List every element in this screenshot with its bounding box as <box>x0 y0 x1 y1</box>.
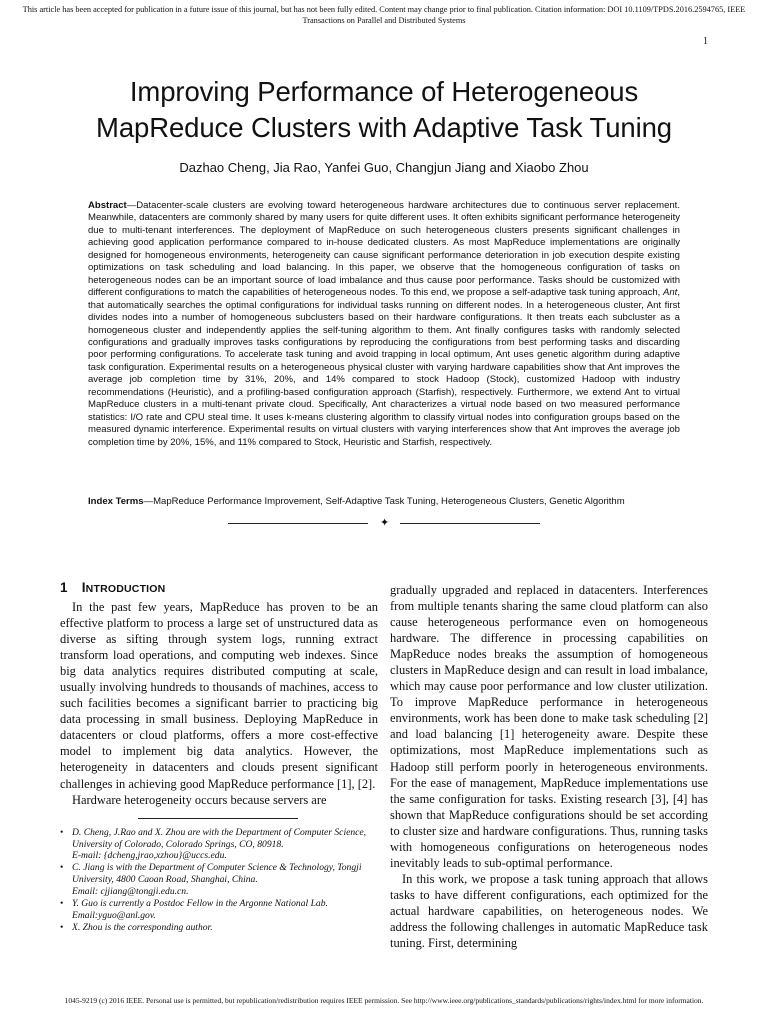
journal-notice <box>0 4 768 26</box>
section-number: 1 <box>60 580 68 595</box>
section-divider <box>228 518 540 530</box>
footnote-bullet-icon: • <box>60 921 64 933</box>
divider-line-left <box>228 523 368 524</box>
abstract <box>88 200 680 449</box>
abstract-label: Abstract <box>88 200 127 211</box>
footnote-bullet-icon: • <box>60 862 64 874</box>
notice-line-1: This article has been accepted for publication in a future issue of this journal, but has not been fully edited. Content may change prior to final publication. Citation information: DOI 10.1109/TPDS.2016.2594765, IEEE <box>22 5 746 14</box>
intro-paragraph-2-continued: gradually upgraded and replaced in datacenters. Interferences from multiple tenants sharing the same cloud platform can also cause heterogeneous performance even on homogeneous hardware. The difference in processing capabilities on MapReduce nodes breaks the assumption of homogeneous clusters in MapReduce design and can result in load imbalance, which may cause poor performance and low cluster utilization. To improve MapReduce performance in heterogeneous environments, work has been done to make task scheduling [2] and load balancing [1] heterogeneity aware. Despite these optimizations, most MapReduce implementations such as Hadoop still perform poorly in heterogeneous environments. For the ease of management, MapReduce implementations use the same configuration for tasks. Existing research [3], [4] has shown that MapReduce configurations should be set according to cluster size and hardware configurations. Thus, running tasks with homogeneous configurations on heterogeneous nodes inevitably leads to sub-optimal performance. <box>390 583 708 870</box>
abstract-text-2: , that automatically searches the optimal configurations for individual tasks running on different nodes. In a heterogeneous cluster, Ant first divides nodes into a number of homogeneous subclusters based on their hardware configurations. It then treats each subcluster as a homogeneous cluster and independently applies the self-tuning algorithm to them. Ant finally configures tasks with randomly selected configurations and gradually improves tasks configurations by reproducing the configurations from best performing tasks and discarding poor performing configurations. To accelerate task tuning and avoid trapping in local optimum, Ant uses genetic algorithm during adaptive task configuration. Experimental results on a heterogeneous physical cluster with varying hardware capabilities show that Ant improves the average job completion time by 31%, 20%, and 14% compared to stock Hadoop (Stock), customized Hadoop with industry recommendations (Heuristic), and a profiling-based configuration approach (Starfish), respectively. Furthermore, we extend Ant to virtual MapReduce clusters in a multi-tenant private cloud. Specifically, Ant characterizes a virtual node based on two measured performance statistics: I/O rate and CPU steal time. It uses k-means clustering algorithm to classify virtual nodes into configuration groups based on the measured dynamic interference. Experimental results on virtual clusters with varying interferences show that Ant improves the average job completion time by 20%, 15%, and 11% compared to Stock, Heuristic and Starfish, respectively. <box>88 287 680 448</box>
title-line-1: Improving Performance of Heterogeneous <box>129 76 639 107</box>
footnote-4: • X. Zhou is the corresponding author. <box>60 921 213 933</box>
divider-line-right <box>400 523 540 524</box>
section-heading-first-letter: I <box>81 580 86 595</box>
index-terms <box>88 496 680 508</box>
footnote-2: • C. Jiang is with the Department of Computer Science & Technology, Tongji University, 4800 Caoan Road, Shanghai, China. Email: cjjiang@tongji.edu.cn. <box>60 862 362 898</box>
footnote-3: • Y. Guo is currently a Postdoc Fellow in the Argonne National Lab. Email:yguo@anl.gov. <box>60 898 328 921</box>
divider-diamond-icon: ✦ <box>380 517 390 529</box>
abstract-ant: Ant <box>663 287 678 299</box>
footnote-bullet-icon: • <box>60 826 64 838</box>
section-heading-introduction <box>60 580 378 595</box>
abstract-text: —Datacenter-scale clusters are evolving toward heterogeneous hardware architectures due to continuous server replacement. Meanwhile, datacenters are commonly shared by many users for quite different uses. It often exhibits significant performance heterogeneity due to multi-tenant interferences. The deployment of MapReduce on such heterogeneous clusters presents significant challenges in achieving good application performance compared to in-house dedicated clusters. As most MapReduce implementations are originally designed for homogeneous environments, heterogeneity can cause significant performance deterioration in job execution despite existing optimizations on task scheduling and load balancing. In this paper, we observe that the homogeneous configuration of tasks on heterogeneous nodes can be an important source of load imbalance and thus cause poor performance. Tasks should be customized with different configurations to match the capabilities of heterogeneous nodes. To this end, we propose a self-adaptive task tuning approach, <box>88 200 680 299</box>
author-list: Dazhao Cheng, Jia Rao, Yanfei Guo, Changjun Jiang and Xiaobo Zhou <box>179 160 589 175</box>
left-column <box>60 580 378 934</box>
intro-paragraph-1: In the past few years, MapReduce has proven to be an effective platform to process a large set of unstructured data as diverse as sifting through system logs, running extract transform load operations, and computing web indexes. Since big data analytics requires distributed computing at scale, usually involving hundreds to thousands of machines, access to such facilities becomes a significant barrier to practicing big data processing in small business. Deploying MapReduce in datacenters or cloud platforms, offers a more cost-effective model to implement big data analytics. However, the heterogeneity in datacenters and clouds present significant challenges in achieving good MapReduce performance [1], [2]. <box>60 600 378 791</box>
copyright-footer: 1045-9219 (c) 2016 IEEE. Personal use is permitted, but republication/redistribution requires IEEE permission. See http://www.ieee.org/publications_standards/publications/rights/index.html for more information. <box>64 996 704 1005</box>
intro-paragraph-3: In this work, we propose a task tuning approach that allows tasks to have different configurations, each optimized for the actual hardware capabilities, on heterogeneous nodes. We address the following challenges in automatic MapReduce task tuning. First, determining <box>390 871 708 951</box>
intro-paragraph-2-start: Hardware heterogeneity occurs because servers are <box>72 792 327 807</box>
footnote-1: • D. Cheng, J.Rao and X. Zhou are with the Department of Computer Science, University of Colorado, Colorado Springs, CO, 80918. E-mail: {dcheng,jrao,xzhou}@uccs.edu. <box>60 826 367 862</box>
footnote-rule <box>138 818 298 819</box>
paper-title <box>0 74 768 146</box>
section-heading-rest: NTRODUCTION <box>85 583 166 595</box>
page-number: 1 <box>703 36 708 47</box>
right-column <box>390 582 708 951</box>
index-terms-text: —MapReduce Performance Improvement, Self-Adaptive Task Tuning, Heterogeneous Clusters, Genetic Algorithm <box>143 496 625 507</box>
title-line-2: MapReduce Clusters with Adaptive Task Tuning <box>96 112 672 143</box>
notice-line-2: Transactions on Parallel and Distributed Systems <box>302 16 466 25</box>
index-terms-label: Index Terms <box>88 496 144 507</box>
footnote-bullet-icon: • <box>60 898 64 910</box>
